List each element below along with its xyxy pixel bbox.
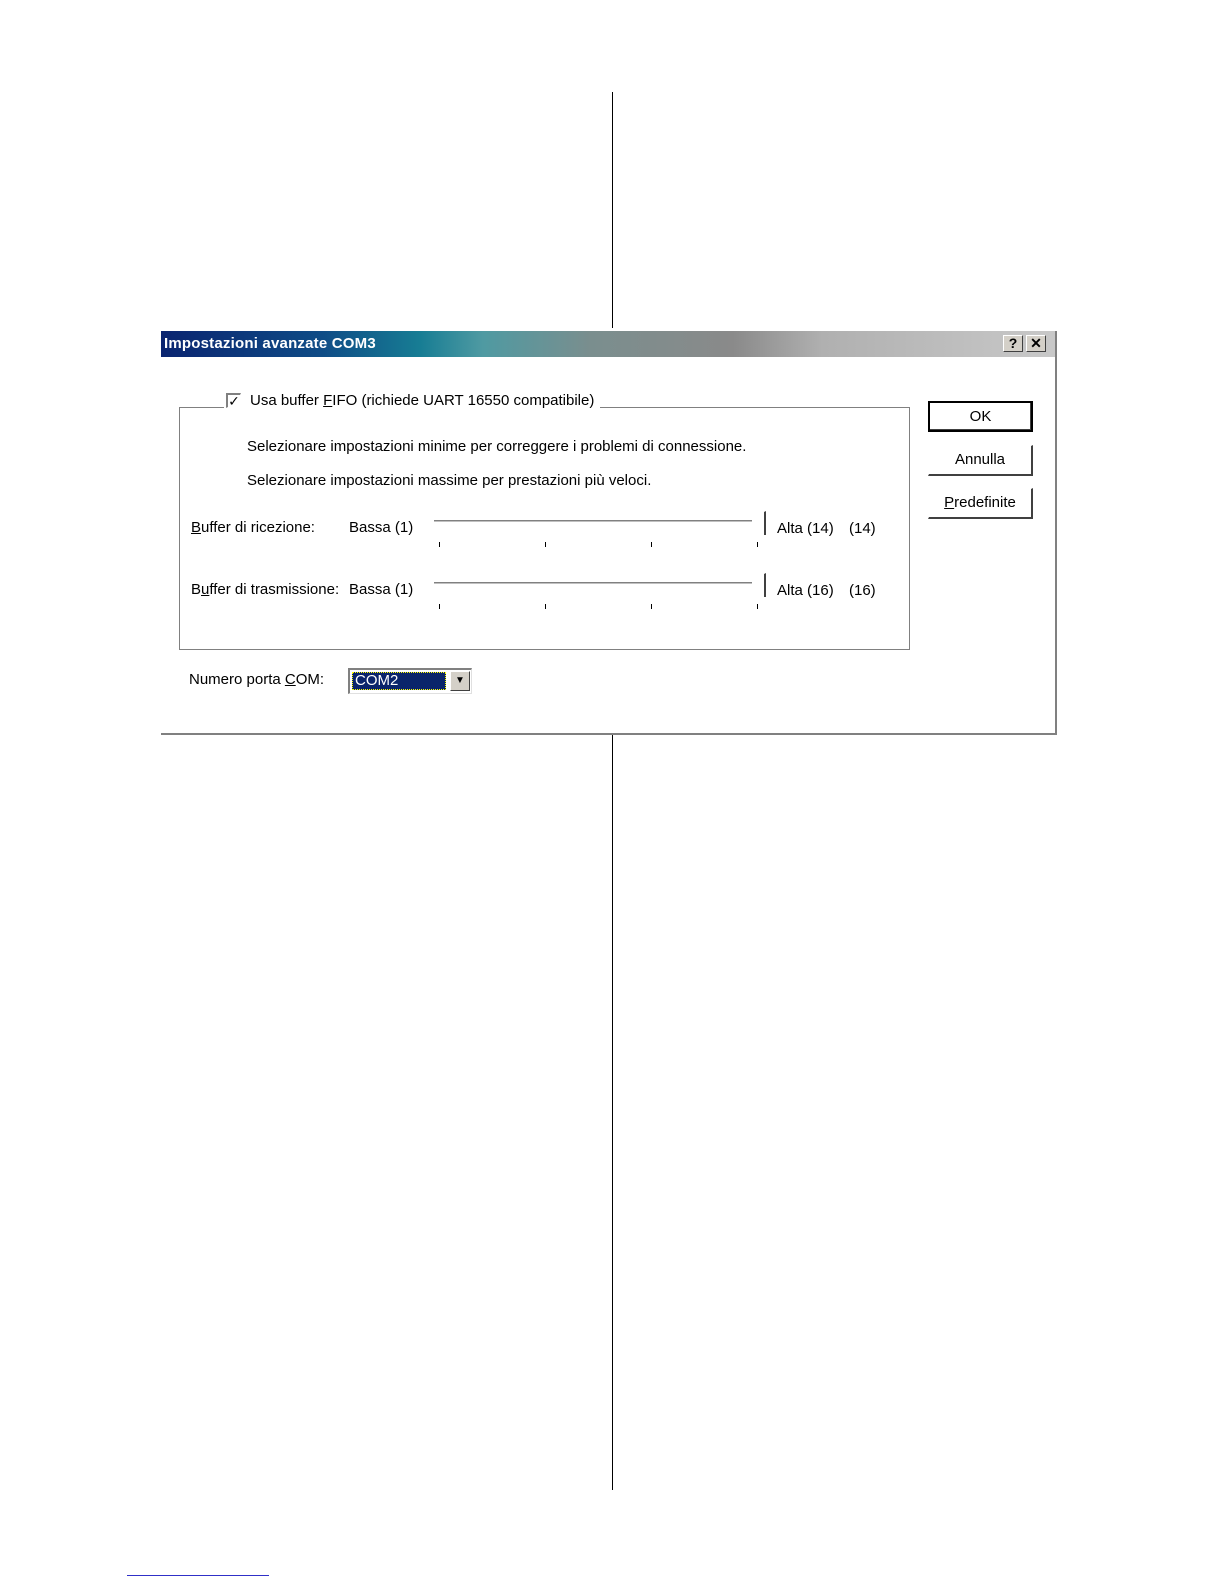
receive-high-label: Alta (14) bbox=[777, 520, 834, 537]
transmit-high-label: Alta (16) bbox=[777, 582, 834, 599]
transmit-tick bbox=[757, 604, 758, 609]
com-port-select[interactable] bbox=[348, 668, 472, 694]
receive-buffer-label: Buffer di ricezione: bbox=[191, 519, 315, 536]
transmit-tick bbox=[651, 604, 652, 609]
chevron-down-icon: ▼ bbox=[455, 675, 465, 686]
transmit-value: (16) bbox=[849, 582, 876, 599]
description-min: Selezionare impostazioni minime per correggere i problemi di connessione. bbox=[247, 438, 747, 455]
receive-slider-thumb[interactable] bbox=[755, 511, 766, 535]
receive-tick bbox=[545, 542, 546, 547]
page-divider-bottom bbox=[612, 730, 613, 1490]
receive-tick bbox=[651, 542, 652, 547]
cancel-button[interactable]: Annulla bbox=[928, 445, 1033, 476]
transmit-slider-thumb[interactable] bbox=[755, 573, 766, 597]
receive-tick bbox=[757, 542, 758, 547]
transmit-tick bbox=[439, 604, 440, 609]
ok-button[interactable]: OK bbox=[928, 401, 1033, 432]
fifo-checkbox-row[interactable] bbox=[224, 392, 600, 409]
receive-slider-track[interactable] bbox=[434, 520, 752, 523]
advanced-settings-dialog bbox=[161, 331, 1057, 735]
defaults-button[interactable]: Predefinite bbox=[928, 488, 1033, 519]
transmit-tick bbox=[545, 604, 546, 609]
transmit-slider-track[interactable] bbox=[434, 582, 752, 585]
help-button[interactable]: ? bbox=[1003, 335, 1023, 352]
close-icon: ✕ bbox=[1030, 335, 1042, 351]
receive-low-label: Bassa (1) bbox=[349, 519, 414, 536]
footnote-rule bbox=[127, 1575, 269, 1576]
com-port-selected-value[interactable]: COM2 bbox=[352, 672, 446, 690]
title-bar[interactable] bbox=[161, 331, 1055, 357]
dropdown-button[interactable] bbox=[450, 671, 470, 691]
description-max: Selezionare impostazioni massime per prestazioni più veloci. bbox=[247, 472, 652, 489]
fifo-label: Usa buffer FIFO (richiede UART 16550 compatibile) bbox=[250, 392, 595, 409]
receive-value: (14) bbox=[849, 520, 876, 537]
transmit-low-label: Bassa (1) bbox=[349, 581, 414, 598]
com-port-label: Numero porta COM: bbox=[189, 671, 325, 688]
receive-tick bbox=[439, 542, 440, 547]
dialog-title: Impostazioni avanzate COM3 bbox=[164, 335, 376, 352]
page-divider-top bbox=[612, 92, 613, 328]
fifo-checkbox[interactable] bbox=[226, 393, 241, 408]
check-icon: ✓ bbox=[228, 393, 240, 409]
close-button[interactable] bbox=[1026, 335, 1046, 352]
transmit-buffer-label: Buffer di trasmissione: bbox=[191, 581, 340, 598]
